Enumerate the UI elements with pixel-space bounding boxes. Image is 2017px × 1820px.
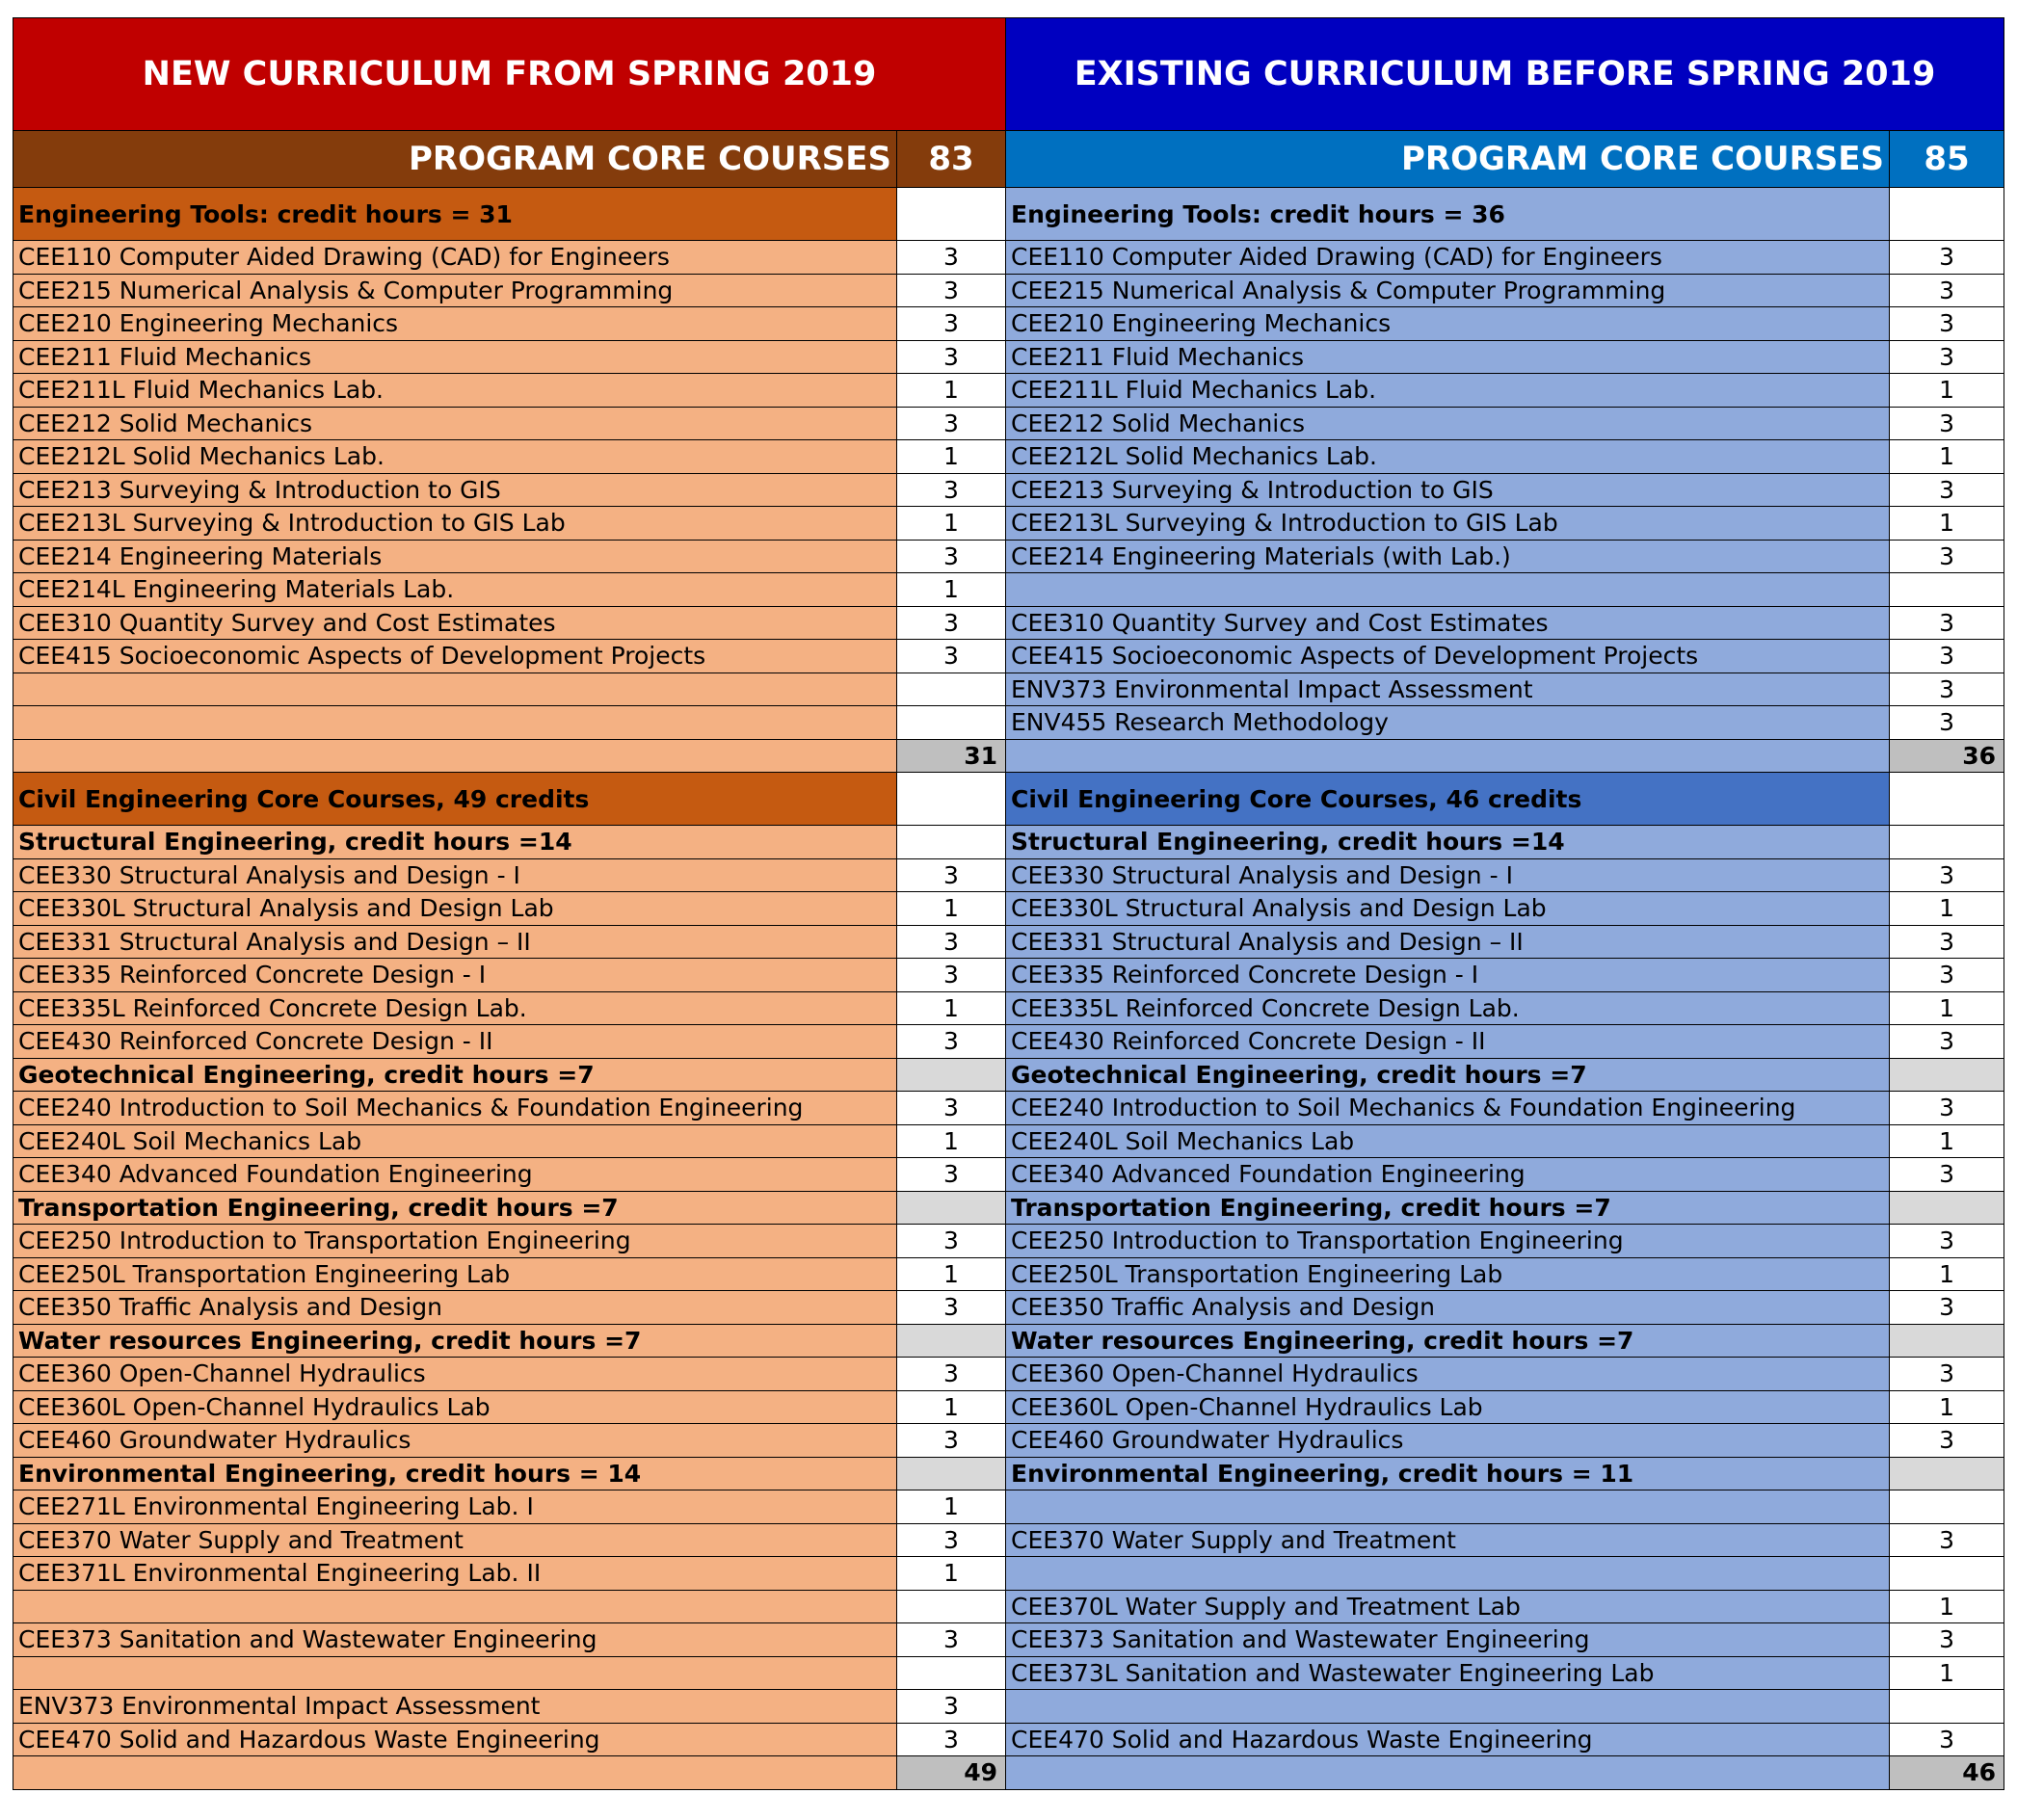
new-course-credits: 3	[897, 640, 1006, 673]
old-course-credits: 3	[1890, 1723, 2004, 1756]
course-row	[13, 673, 2004, 706]
new-subgroup-title: Structural Engineering, credit hours =14	[13, 826, 897, 859]
old-course-name: CEE415 Socioeconomic Aspects of Development Projects	[1006, 640, 1890, 673]
old-subgroup-blank	[1890, 1191, 2004, 1225]
old-course-name: CEE370 Water Supply and Treatment	[1006, 1523, 1890, 1557]
new-course-name: CEE373 Sanitation and Wastewater Engineering	[13, 1623, 897, 1657]
new-course-name	[13, 1656, 897, 1690]
subgroup-header	[13, 1191, 2004, 1225]
new-course-credits: 3	[897, 1523, 1006, 1557]
course-row	[13, 1257, 2004, 1291]
old-engineering-tools-title: Engineering Tools: credit hours = 36	[1006, 188, 1890, 241]
course-row	[13, 473, 2004, 507]
old-course-credits: 1	[1890, 1390, 2004, 1424]
new-course-name	[13, 706, 897, 740]
course-row	[13, 959, 2004, 992]
new-course-credits	[897, 706, 1006, 740]
new-course-name: CEE360L Open-Channel Hydraulics Lab	[13, 1390, 897, 1424]
course-row	[13, 1690, 2004, 1724]
old-course-name: CEE330 Structural Analysis and Design - I	[1006, 858, 1890, 892]
new-course-name: CEE460 Groundwater Hydraulics	[13, 1424, 897, 1458]
old-subgroup-blank	[1890, 1058, 2004, 1092]
old-course-credits	[1890, 573, 2004, 607]
old-subgroup-title: Structural Engineering, credit hours =14	[1006, 826, 1890, 859]
new-course-credits: 3	[897, 1424, 1006, 1458]
civil-core-header	[13, 773, 2004, 826]
course-row	[13, 241, 2004, 275]
old-subgroup-blank	[1890, 826, 2004, 859]
new-subgroup-blank	[897, 1324, 1006, 1358]
new-course-name: CEE214 Engineering Materials	[13, 540, 897, 573]
old-course-name: CEE331 Structural Analysis and Design – II	[1006, 925, 1890, 959]
old-course-credits: 3	[1890, 241, 2004, 275]
new-course-name: CEE350 Traffic Analysis and Design	[13, 1291, 897, 1325]
old-civil-core-blank	[1890, 773, 2004, 826]
existing-curriculum-title: EXISTING CURRICULUM BEFORE SPRING 2019	[1006, 18, 2004, 131]
old-course-credits: 1	[1890, 1656, 2004, 1690]
course-row	[13, 1158, 2004, 1192]
program-core-row	[13, 131, 2004, 188]
course-row	[13, 1390, 2004, 1424]
course-row	[13, 1523, 2004, 1557]
old-course-credits: 3	[1890, 407, 2004, 440]
old-course-name: ENV455 Research Methodology	[1006, 706, 1890, 740]
subgroup-header	[13, 1324, 2004, 1358]
course-row	[13, 1124, 2004, 1158]
old-course-credits: 1	[1890, 991, 2004, 1025]
new-course-credits: 3	[897, 1291, 1006, 1325]
old-course-credits: 3	[1890, 473, 2004, 507]
new-course-credits: 3	[897, 1225, 1006, 1258]
new-course-credits: 1	[897, 892, 1006, 926]
new-course-credits: 1	[897, 1257, 1006, 1291]
old-engineering-tools-total: 36	[1890, 739, 2004, 773]
old-course-name: CEE330L Structural Analysis and Design Lab	[1006, 892, 1890, 926]
old-course-credits: 3	[1890, 1424, 2004, 1458]
new-course-name: CEE371L Environmental Engineering Lab. II	[13, 1557, 897, 1591]
new-course-credits: 3	[897, 1723, 1006, 1756]
course-row	[13, 640, 2004, 673]
new-curriculum-title: NEW CURRICULUM FROM SPRING 2019	[13, 18, 1006, 131]
course-row	[13, 1225, 2004, 1258]
new-course-credits: 1	[897, 1124, 1006, 1158]
old-course-credits	[1890, 1490, 2004, 1524]
course-row	[13, 307, 2004, 341]
old-course-credits: 1	[1890, 1124, 2004, 1158]
new-course-credits: 3	[897, 959, 1006, 992]
new-subgroup-blank	[897, 1058, 1006, 1092]
curriculum-comparison-table	[13, 17, 2004, 1790]
old-course-credits: 3	[1890, 1623, 2004, 1657]
old-subgroup-title: Geotechnical Engineering, credit hours =7	[1006, 1058, 1890, 1092]
new-course-name	[13, 673, 897, 706]
old-course-credits: 1	[1890, 1590, 2004, 1623]
new-course-credits: 1	[897, 1390, 1006, 1424]
new-course-credits: 1	[897, 1557, 1006, 1591]
old-course-credits: 1	[1890, 374, 2004, 408]
new-subgroup-blank	[897, 826, 1006, 859]
course-row	[13, 1557, 2004, 1591]
course-row	[13, 1623, 2004, 1657]
old-course-name: CEE360 Open-Channel Hydraulics	[1006, 1358, 1890, 1391]
course-row	[13, 1291, 2004, 1325]
old-engineering-tools-blank	[1890, 188, 2004, 241]
course-row	[13, 706, 2004, 740]
old-course-name: CEE335 Reinforced Concrete Design - I	[1006, 959, 1890, 992]
old-engineering-tools-total-label	[1006, 739, 1890, 773]
old-subgroup-blank	[1890, 1324, 2004, 1358]
old-subgroup-title: Transportation Engineering, credit hours =7	[1006, 1191, 1890, 1225]
new-course-name	[13, 1590, 897, 1623]
old-course-credits: 3	[1890, 858, 2004, 892]
old-course-credits: 3	[1890, 1358, 2004, 1391]
old-program-core-total: 85	[1890, 131, 2004, 188]
new-course-name: CEE470 Solid and Hazardous Waste Engineering	[13, 1723, 897, 1756]
new-civil-core-title: Civil Engineering Core Courses, 49 credits	[13, 773, 897, 826]
subgroup-header	[13, 826, 2004, 859]
new-course-credits: 3	[897, 241, 1006, 275]
new-course-credits: 3	[897, 925, 1006, 959]
old-course-credits: 3	[1890, 1092, 2004, 1125]
new-engineering-tools-title: Engineering Tools: credit hours = 31	[13, 188, 897, 241]
old-course-name	[1006, 1557, 1890, 1591]
subgroup-header	[13, 1058, 2004, 1092]
new-course-credits: 3	[897, 473, 1006, 507]
new-course-name: CEE210 Engineering Mechanics	[13, 307, 897, 341]
new-course-credits	[897, 1656, 1006, 1690]
new-course-credits: 3	[897, 1690, 1006, 1724]
new-course-credits: 3	[897, 407, 1006, 440]
new-course-name: CEE240L Soil Mechanics Lab	[13, 1124, 897, 1158]
new-course-credits: 1	[897, 1490, 1006, 1524]
new-course-name: CEE213L Surveying & Introduction to GIS Lab	[13, 507, 897, 541]
old-course-name	[1006, 1490, 1890, 1524]
new-course-credits: 3	[897, 540, 1006, 573]
old-course-name: CEE310 Quantity Survey and Cost Estimates	[1006, 606, 1890, 640]
new-course-name: CEE415 Socioeconomic Aspects of Development Projects	[13, 640, 897, 673]
old-course-name: CEE250L Transportation Engineering Lab	[1006, 1257, 1890, 1291]
old-course-name: CEE250 Introduction to Transportation Engineering	[1006, 1225, 1890, 1258]
new-course-name: CEE212 Solid Mechanics	[13, 407, 897, 440]
new-subgroup-title: Transportation Engineering, credit hours =7	[13, 1191, 897, 1225]
title-row	[13, 18, 2004, 131]
old-course-credits: 3	[1890, 1523, 2004, 1557]
old-civil-core-total: 46	[1890, 1756, 2004, 1790]
new-course-name: CEE340 Advanced Foundation Engineering	[13, 1158, 897, 1192]
old-course-name: CEE211L Fluid Mechanics Lab.	[1006, 374, 1890, 408]
new-subgroup-title: Water resources Engineering, credit hours =7	[13, 1324, 897, 1358]
old-course-credits: 3	[1890, 706, 2004, 740]
engineering-tools-total-row	[13, 739, 2004, 773]
new-course-credits: 3	[897, 1025, 1006, 1059]
course-row	[13, 274, 2004, 307]
subgroup-header	[13, 1457, 2004, 1490]
old-course-credits	[1890, 1690, 2004, 1724]
old-subgroup-blank	[1890, 1457, 2004, 1490]
new-course-name: CEE430 Reinforced Concrete Design - II	[13, 1025, 897, 1059]
new-course-name: CEE370 Water Supply and Treatment	[13, 1523, 897, 1557]
old-course-credits: 1	[1890, 892, 2004, 926]
course-row	[13, 991, 2004, 1025]
new-course-name: CEE271L Environmental Engineering Lab. I	[13, 1490, 897, 1524]
old-course-name: CEE110 Computer Aided Drawing (CAD) for Engineers	[1006, 241, 1890, 275]
new-course-credits: 1	[897, 573, 1006, 607]
course-row	[13, 892, 2004, 926]
old-course-name: CEE340 Advanced Foundation Engineering	[1006, 1158, 1890, 1192]
course-row	[13, 374, 2004, 408]
old-course-credits: 1	[1890, 440, 2004, 474]
old-subgroup-title: Environmental Engineering, credit hours = 11	[1006, 1457, 1890, 1490]
new-course-credits: 3	[897, 858, 1006, 892]
old-course-credits: 3	[1890, 540, 2004, 573]
old-course-name	[1006, 573, 1890, 607]
old-course-name: CEE373 Sanitation and Wastewater Engineering	[1006, 1623, 1890, 1657]
new-course-name: CEE240 Introduction to Soil Mechanics & Foundation Engineering	[13, 1092, 897, 1125]
old-course-name: CEE214 Engineering Materials (with Lab.)	[1006, 540, 1890, 573]
old-course-name: CEE360L Open-Channel Hydraulics Lab	[1006, 1390, 1890, 1424]
course-row	[13, 1590, 2004, 1623]
old-civil-core-total-label	[1006, 1756, 1890, 1790]
old-course-name: CEE370L Water Supply and Treatment Lab	[1006, 1590, 1890, 1623]
course-row	[13, 606, 2004, 640]
new-subgroup-blank	[897, 1457, 1006, 1490]
old-course-name	[1006, 1690, 1890, 1724]
old-course-name: CEE215 Numerical Analysis & Computer Programming	[1006, 274, 1890, 307]
new-course-credits: 3	[897, 606, 1006, 640]
new-civil-core-blank	[897, 773, 1006, 826]
new-engineering-tools-total: 31	[897, 739, 1006, 773]
new-course-name: CEE335 Reinforced Concrete Design - I	[13, 959, 897, 992]
course-row	[13, 340, 2004, 374]
old-course-credits: 3	[1890, 1025, 2004, 1059]
old-course-credits: 3	[1890, 340, 2004, 374]
new-course-credits: 3	[897, 274, 1006, 307]
new-course-name: CEE330 Structural Analysis and Design - I	[13, 858, 897, 892]
old-course-name: CEE212 Solid Mechanics	[1006, 407, 1890, 440]
old-course-name: CEE430 Reinforced Concrete Design - II	[1006, 1025, 1890, 1059]
old-course-credits: 3	[1890, 1158, 2004, 1192]
new-engineering-tools-blank	[897, 188, 1006, 241]
course-row	[13, 1723, 2004, 1756]
old-course-credits: 3	[1890, 673, 2004, 706]
new-course-name: CEE331 Structural Analysis and Design – II	[13, 925, 897, 959]
course-row	[13, 858, 2004, 892]
new-course-name: CEE360 Open-Channel Hydraulics	[13, 1358, 897, 1391]
course-row	[13, 573, 2004, 607]
new-course-credits: 3	[897, 340, 1006, 374]
course-row	[13, 540, 2004, 573]
new-course-name: CEE211L Fluid Mechanics Lab.	[13, 374, 897, 408]
new-course-credits	[897, 1590, 1006, 1623]
new-course-credits: 3	[897, 1358, 1006, 1391]
course-row	[13, 1656, 2004, 1690]
new-course-name: CEE250L Transportation Engineering Lab	[13, 1257, 897, 1291]
new-course-credits: 3	[897, 1623, 1006, 1657]
old-course-credits: 1	[1890, 1257, 2004, 1291]
new-subgroup-blank	[897, 1191, 1006, 1225]
new-course-name: CEE213 Surveying & Introduction to GIS	[13, 473, 897, 507]
old-course-name: CEE212L Solid Mechanics Lab.	[1006, 440, 1890, 474]
old-course-name: ENV373 Environmental Impact Assessment	[1006, 673, 1890, 706]
new-course-name: ENV373 Environmental Impact Assessment	[13, 1690, 897, 1724]
new-program-core-label: PROGRAM CORE COURSES	[13, 131, 897, 188]
old-course-credits: 3	[1890, 1225, 2004, 1258]
new-course-name: CEE110 Computer Aided Drawing (CAD) for Engineers	[13, 241, 897, 275]
new-program-core-total: 83	[897, 131, 1006, 188]
new-course-name: CEE335L Reinforced Concrete Design Lab.	[13, 991, 897, 1025]
new-course-credits	[897, 673, 1006, 706]
old-course-name: CEE213L Surveying & Introduction to GIS Lab	[1006, 507, 1890, 541]
new-course-credits: 3	[897, 307, 1006, 341]
course-row	[13, 925, 2004, 959]
old-course-credits: 3	[1890, 959, 2004, 992]
course-row	[13, 1358, 2004, 1391]
civil-core-total-row	[13, 1756, 2004, 1790]
old-course-name: CEE373L Sanitation and Wastewater Engineering Lab	[1006, 1656, 1890, 1690]
new-course-name: CEE330L Structural Analysis and Design Lab	[13, 892, 897, 926]
old-course-name: CEE240L Soil Mechanics Lab	[1006, 1124, 1890, 1158]
course-row	[13, 407, 2004, 440]
course-row	[13, 1490, 2004, 1524]
old-course-credits: 3	[1890, 274, 2004, 307]
new-course-credits: 1	[897, 507, 1006, 541]
old-course-credits: 3	[1890, 640, 2004, 673]
new-course-credits: 1	[897, 440, 1006, 474]
old-subgroup-title: Water resources Engineering, credit hours =7	[1006, 1324, 1890, 1358]
old-course-credits: 3	[1890, 925, 2004, 959]
old-course-credits: 3	[1890, 606, 2004, 640]
old-course-name: CEE470 Solid and Hazardous Waste Engineering	[1006, 1723, 1890, 1756]
new-course-name: CEE250 Introduction to Transportation Engineering	[13, 1225, 897, 1258]
new-course-name: CEE211 Fluid Mechanics	[13, 340, 897, 374]
course-row	[13, 440, 2004, 474]
old-course-name: CEE460 Groundwater Hydraulics	[1006, 1424, 1890, 1458]
new-course-credits: 1	[897, 991, 1006, 1025]
new-subgroup-title: Geotechnical Engineering, credit hours =7	[13, 1058, 897, 1092]
new-course-credits: 1	[897, 374, 1006, 408]
old-course-name: CEE213 Surveying & Introduction to GIS	[1006, 473, 1890, 507]
course-row	[13, 1424, 2004, 1458]
old-course-credits: 3	[1890, 307, 2004, 341]
course-row	[13, 507, 2004, 541]
new-course-credits: 3	[897, 1092, 1006, 1125]
old-course-name: CEE211 Fluid Mechanics	[1006, 340, 1890, 374]
old-course-credits: 1	[1890, 507, 2004, 541]
old-program-core-label: PROGRAM CORE COURSES	[1006, 131, 1890, 188]
new-civil-core-total-label	[13, 1756, 897, 1790]
new-course-name: CEE215 Numerical Analysis & Computer Programming	[13, 274, 897, 307]
new-course-name: CEE310 Quantity Survey and Cost Estimates	[13, 606, 897, 640]
new-course-credits: 3	[897, 1158, 1006, 1192]
new-civil-core-total: 49	[897, 1756, 1006, 1790]
new-course-name: CEE214L Engineering Materials Lab.	[13, 573, 897, 607]
course-row	[13, 1025, 2004, 1059]
new-subgroup-title: Environmental Engineering, credit hours = 14	[13, 1457, 897, 1490]
old-course-credits: 3	[1890, 1291, 2004, 1325]
new-course-name: CEE212L Solid Mechanics Lab.	[13, 440, 897, 474]
new-engineering-tools-total-label	[13, 739, 897, 773]
old-course-credits	[1890, 1557, 2004, 1591]
old-course-name: CEE210 Engineering Mechanics	[1006, 307, 1890, 341]
old-civil-core-title: Civil Engineering Core Courses, 46 credits	[1006, 773, 1890, 826]
old-course-name: CEE350 Traffic Analysis and Design	[1006, 1291, 1890, 1325]
engineering-tools-header	[13, 188, 2004, 241]
old-course-name: CEE240 Introduction to Soil Mechanics & Foundation Engineering	[1006, 1092, 1890, 1125]
course-row	[13, 1092, 2004, 1125]
old-course-name: CEE335L Reinforced Concrete Design Lab.	[1006, 991, 1890, 1025]
